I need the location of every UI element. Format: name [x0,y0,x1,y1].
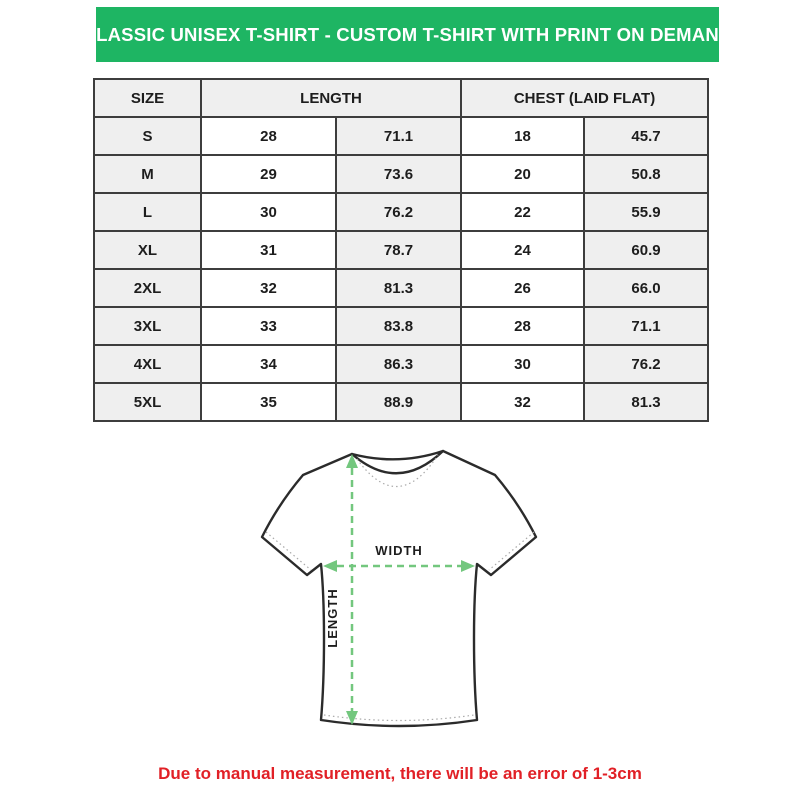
size-cell: 2XL [94,269,201,307]
length-in-cell: 29 [201,155,336,193]
page-title: CLASSIC UNISEX T-SHIRT - CUSTOM T-SHIRT WITH PRINT ON DEMAND [82,23,733,45]
chest-cm-cell: 55.9 [584,193,708,231]
title-banner [82,7,733,62]
chest-cm-cell: 81.3 [584,383,708,421]
chest-cm-cell: 71.1 [584,307,708,345]
length-cm-cell: 83.8 [336,307,461,345]
length-in-cell: 32 [201,269,336,307]
length-in-cell: 34 [201,345,336,383]
chest-in-cell: 18 [461,117,584,155]
chest-in-cell: 20 [461,155,584,193]
table-row [94,193,708,231]
size-column-header: SIZE [94,79,201,117]
length-cm-cell: 88.9 [336,383,461,421]
length-in-cell: 35 [201,383,336,421]
table-row [94,307,708,345]
table-row [94,383,708,421]
length-cm-cell: 76.2 [336,193,461,231]
size-chart-table [93,78,709,422]
size-cell: 5XL [94,383,201,421]
size-chart-section [93,78,709,422]
table-row [94,345,708,383]
tshirt-outline [262,451,536,726]
size-cell: L [94,193,201,231]
table-row [94,117,708,155]
chest-cm-cell: 60.9 [584,231,708,269]
header-row [94,79,708,117]
length-cm-cell: 81.3 [336,269,461,307]
length-in-cell: 28 [201,117,336,155]
length-column-header: LENGTH [201,79,461,117]
table-row [94,269,708,307]
length-in-cell: 33 [201,307,336,345]
chest-cm-cell: 76.2 [584,345,708,383]
chest-in-cell: 26 [461,269,584,307]
length-in-cell: 31 [201,231,336,269]
size-cell: XL [94,231,201,269]
measurement-note: Due to manual measurement, there will be an error of 1-3cm [158,764,642,783]
table-row [94,155,708,193]
size-cell: S [94,117,201,155]
chest-in-cell: 32 [461,383,584,421]
table-row [94,231,708,269]
chest-in-cell: 22 [461,193,584,231]
length-cm-cell: 78.7 [336,231,461,269]
size-cell: 3XL [94,307,201,345]
chest-cm-cell: 45.7 [584,117,708,155]
chest-column-header: CHEST (LAID FLAT) [461,79,708,117]
width-label: WIDTH [375,543,423,558]
length-cm-cell: 71.1 [336,117,461,155]
size-cell: 4XL [94,345,201,383]
chest-cm-cell: 50.8 [584,155,708,193]
size-cell: M [94,155,201,193]
chest-in-cell: 24 [461,231,584,269]
tshirt-diagram [240,428,560,748]
chest-in-cell: 30 [461,345,584,383]
chest-in-cell: 28 [461,307,584,345]
length-label: LENGTH [325,588,340,648]
length-cm-cell: 86.3 [336,345,461,383]
chest-cm-cell: 66.0 [584,269,708,307]
length-cm-cell: 73.6 [336,155,461,193]
length-in-cell: 30 [201,193,336,231]
